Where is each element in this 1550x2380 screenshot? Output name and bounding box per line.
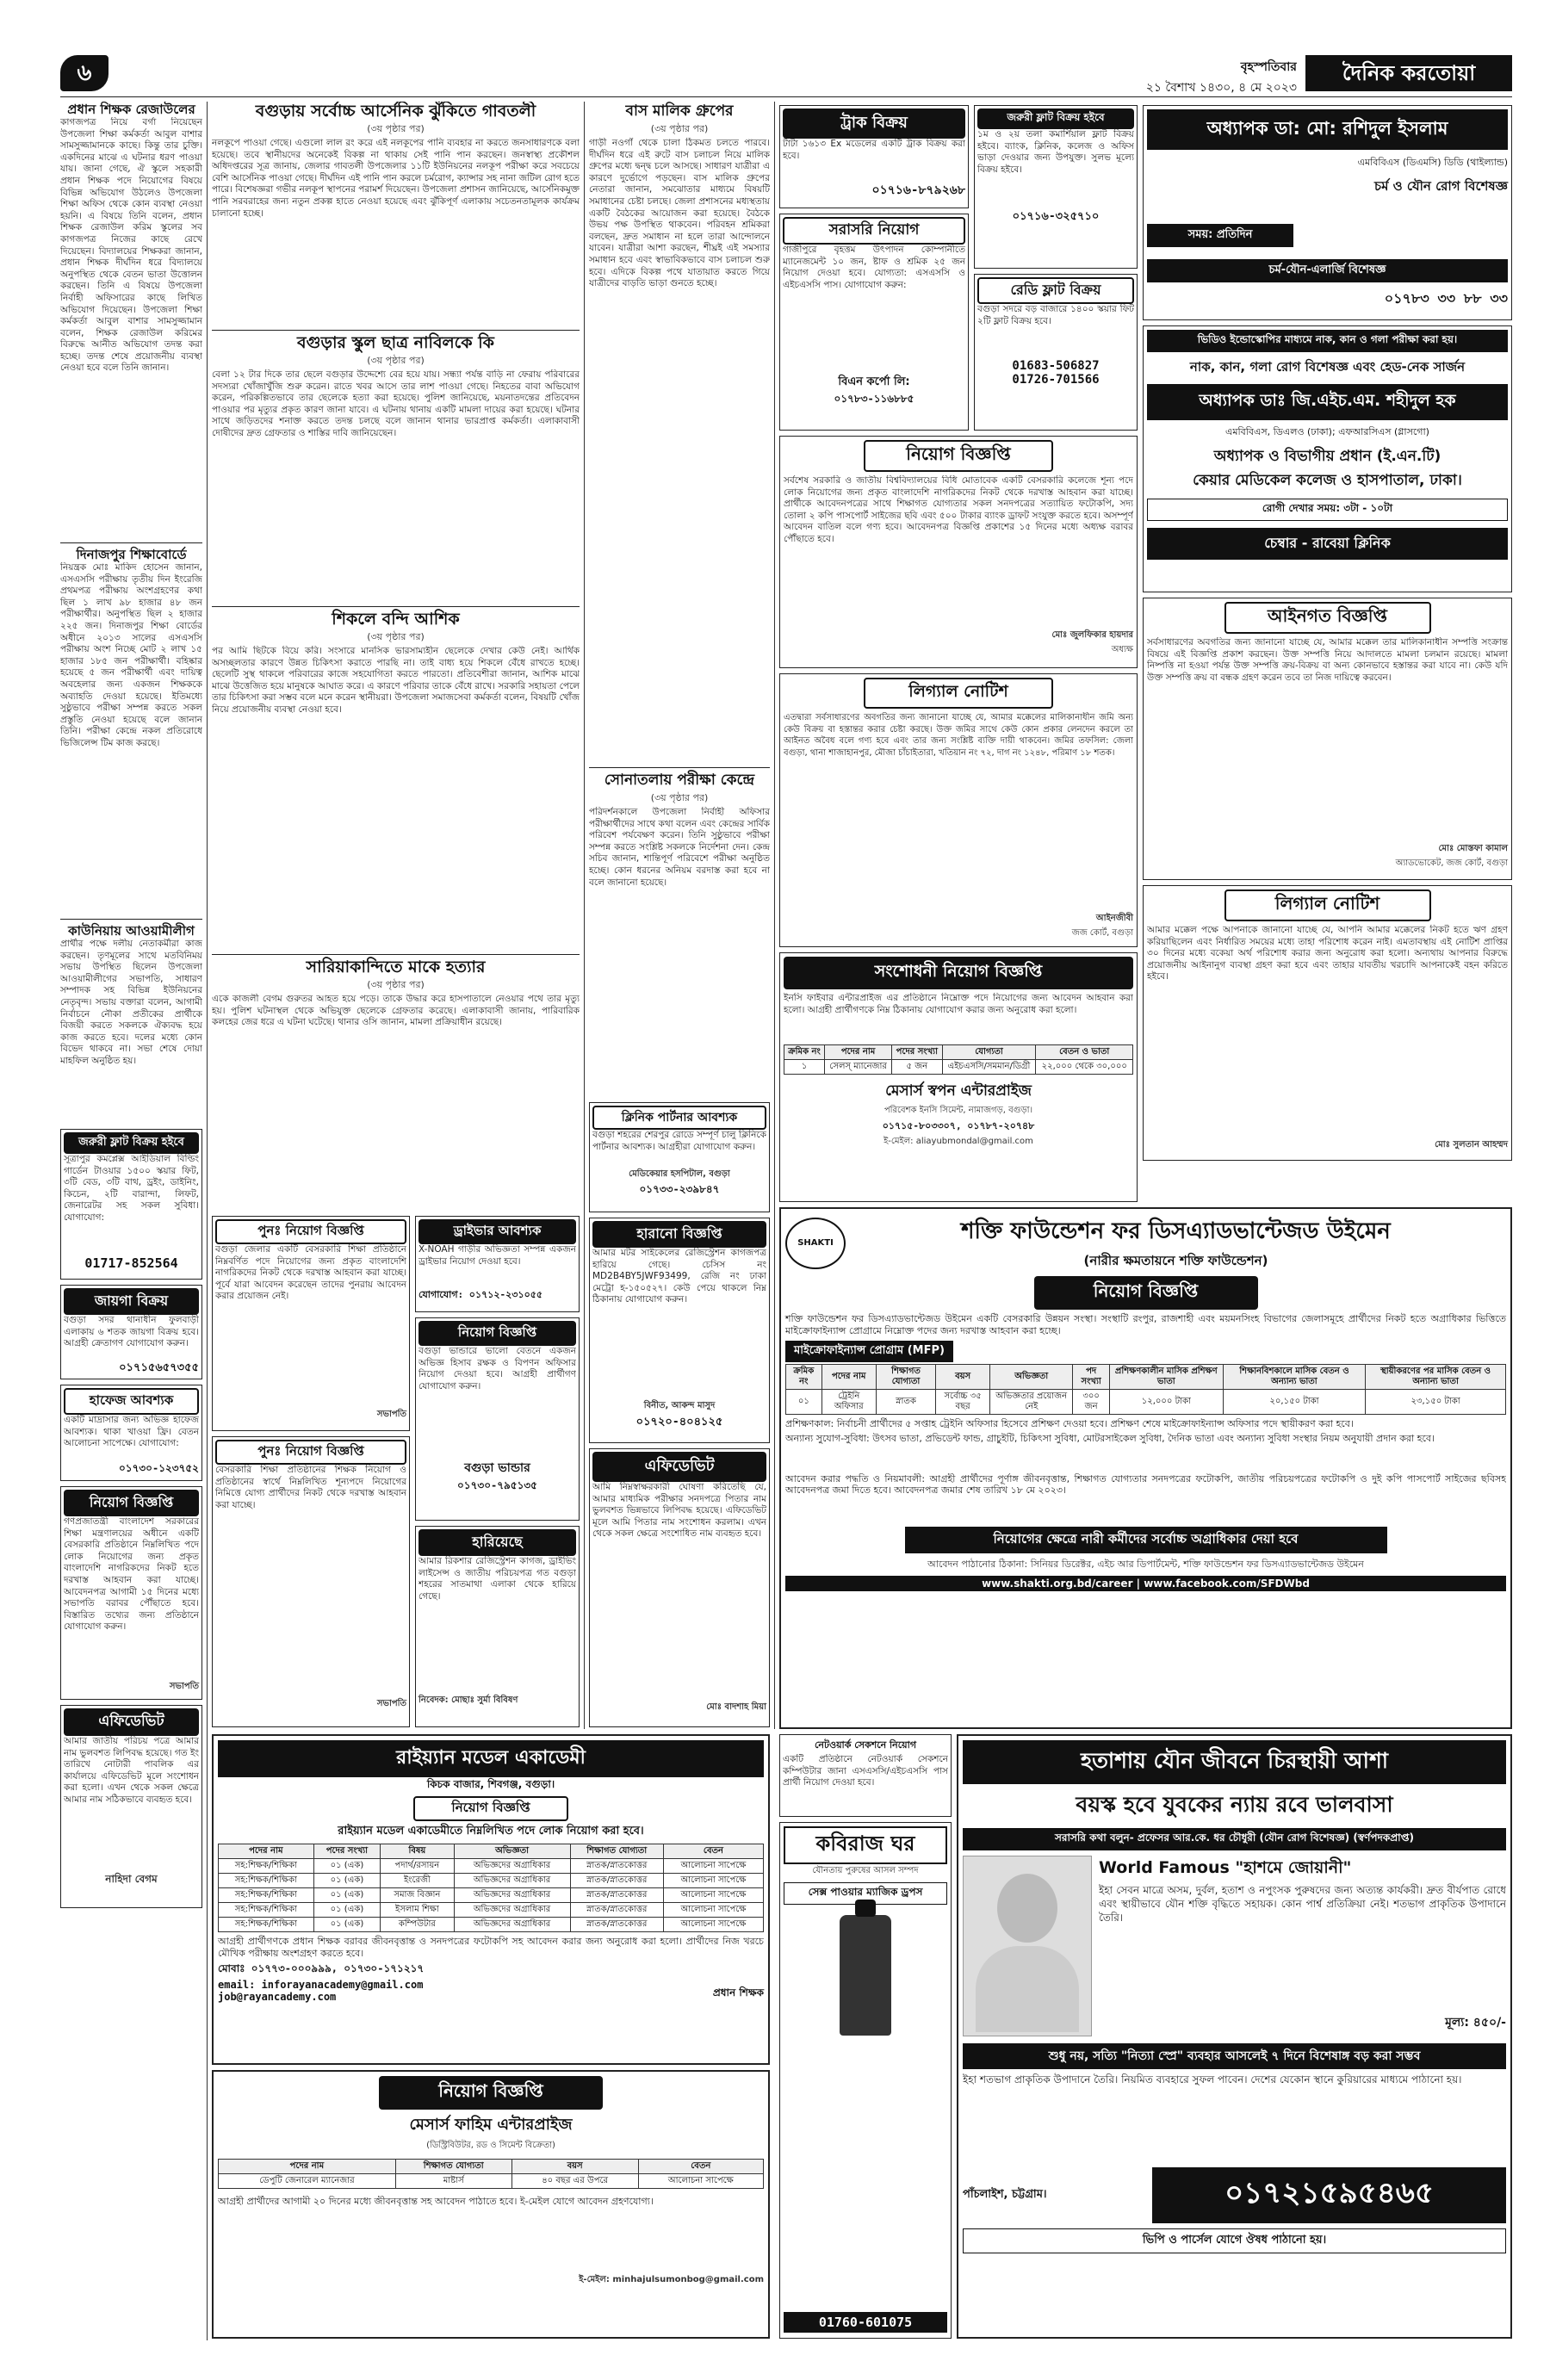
column-3 — [589, 102, 770, 1097]
classified-lost — [415, 1526, 580, 1727]
classified-flat-urgent — [974, 105, 1138, 269]
table-header-cell: ক্রমিক নং — [786, 1365, 822, 1390]
table-cell: আলোচনা সাপেক্ষে — [663, 1918, 763, 1932]
rayan-email: email: inforayanacademy@gmail.com — [218, 1979, 424, 1992]
table-header-cell: শিক্ষাগত যোগ্যতা — [876, 1365, 935, 1390]
table-header-cell: অভিজ্ঞতা — [990, 1365, 1073, 1390]
table-cell: সমাজ বিজ্ঞান — [381, 1888, 454, 1903]
ad-phone: ০১৭১৫৬৫৭৩৫৫ — [119, 1361, 199, 1374]
fahim-email: ই-মেইল: minhajulsumonbog@gmail.com — [579, 2275, 764, 2284]
ad-sign: মোঃ মোস্তফা কামাল — [1438, 844, 1508, 853]
article-headline: বগুড়ার স্কুল ছাত্র নাবিলকে কি — [297, 333, 494, 352]
table-header-cell: যোগ্যতা — [942, 1045, 1036, 1060]
ad-body: বগুড়া জেলার একটি বেসরকারি শিক্ষা প্রতিষ্ঠানে নিম্নবর্ণিত পদে নিয়োগের জন্য প্রকৃত বাংলাদেশি নাগরিকদের নিকট থেকে দরখাস্ত আহবান করা যাচ্ছে। পূর্বে যারা আবেদন করেছেন তাদের পুনরায় আবেদন করার প্রয়োজন নেই। — [215, 1244, 406, 1302]
ad-title: নিয়োগ বিজ্ঞপ্তি — [64, 1490, 199, 1516]
ad-body: গণপ্রজাতন্ত্রী বাংলাদেশ সরকারের শিক্ষা মন্ত্রণালয়ের অধীনে একটি বেসরকারি প্রতিষ্ঠানে নিম্নলিখিত পদে লোক নিয়োগের জন্য প্রকৃত বাংলাদেশি নাগরিকদের নিকট হতে দরখাস্ত আহবান করা যাচ্ছে। আবেদনপত্র আগামী ১৫ দিনের মধ্যে সভাপতি বরাবর পৌঁছাতে হবে। বিস্তারিত তথ্যের জন্য প্রতিষ্ঠানে যোগাযোগ করুন। — [64, 1516, 199, 1633]
table-cell: আলোচনা সাপেক্ষে — [663, 1859, 763, 1874]
table-cell: ০১ (এক) — [313, 1859, 380, 1874]
table-cell: সর্বোচ্চ ৩৫ বছর — [936, 1390, 990, 1415]
table-cell: অভিজ্ঞদের অগ্রাধিকার — [454, 1903, 570, 1918]
ent-institute: কেয়ার মেডিকেল কলেজ ও হাসপাতাল, ঢাকা। — [1193, 472, 1462, 489]
table-cell: স্নাতক/স্নাতকোত্তর — [570, 1888, 663, 1903]
health-ad-famous: World Famous "হাশমে জোয়ানী" — [1099, 1858, 1352, 1877]
shakti-title: শক্তি ফাউন্ডেশন ফর ডিসএ্যাডভান্টেজড উইমেন — [961, 1218, 1391, 1244]
ad-body: একটি প্রতিষ্ঠানে নেটওয়ার্ক সেকশনে কম্পিউটার জানা এসএসসি/এইচএসসি পাস প্রার্থী নিয়োগ দেওয়া হবে। — [783, 1754, 948, 1788]
article-continuation: (৩য় পৃষ্ঠার পর) — [367, 631, 425, 642]
table-cell: স্নাতক/স্নাতকোত্তর — [570, 1918, 663, 1932]
table-cell: সহ:শিক্ষক/শিক্ষিকা — [219, 1903, 314, 1918]
ad-body: বগুড়া ভান্ডারে ভালো বেতনে একজন অভিজ্ঞ হিসাব রক্ষক ও বিপণন অফিসার নিয়োগ দেওয়া হবে। আগ্রহী প্রার্থীগণ যোগাযোগ করুন। — [418, 1346, 576, 1391]
ad-sign: আইনজীবী — [1095, 914, 1133, 923]
table-cell: ১ — [784, 1060, 825, 1075]
table-cell: সহ:শিক্ষক/শিক্ষিকা — [219, 1859, 314, 1874]
ad-title: হারিয়েছে — [418, 1529, 576, 1556]
company-name: মেসার্স স্বপন এন্টারপ্রাইজ — [885, 1082, 1032, 1100]
ad-sign: নাহিদা বেগম — [105, 1873, 158, 1885]
shakti-table — [785, 1364, 1506, 1415]
shakti-priority: নিয়োগের ক্ষেত্রে নারী কর্মীদের সর্বোচ্চ অগ্রাধিকার দেয়া হবে — [905, 1527, 1387, 1553]
article-headline: প্রধান শিক্ষক রেজাউলের — [67, 102, 195, 117]
ad-sign: নিবেদক: মোছাঃ সুর্মা বিবিষণ — [418, 1695, 518, 1705]
article-headline: বগুড়ায় সর্বোচ্চ আর্সেনিক ঝুঁকিতে গাবতলী — [255, 102, 536, 121]
table-header-cell: পদের নাম — [822, 1365, 876, 1390]
ad-title: নিয়োগ বিজ্ঞপ্তি — [864, 440, 1053, 472]
table-header-cell: ক্রমিক নং — [784, 1045, 825, 1060]
table-cell: আলোচনা সাপেক্ষে — [638, 2174, 763, 2189]
table-cell: ২২,০০০ থেকে ৩০,০০০ — [1036, 1060, 1133, 1075]
ent-time: রোগী দেখার সময়: ৩টা - ১০টা — [1147, 499, 1508, 521]
article-body: একে কাজলী বেগম গুরুতর আহত হয়ে পড়ে। তাকে উদ্ধার করে হাসপাতালে নেওয়ার পথে তার মৃত্যু হয়। পুলিশ ঘটনাস্থল থেকে অভিযুক্ত ছেলেকে গ্রেফতার করেছে। এলাকাবাসী জানায়, পারিবারিক কলহের জের ধরে এ ঘটনা ঘটেছে। থানার ওসি জানান, মামলা প্রক্রিয়াধীন রয়েছে। — [212, 994, 580, 1028]
article-headline: শিকলে বন্দি আশিক — [332, 610, 460, 629]
ent-doctor-name: অধ্যাপক ডাঃ জি.এইচ.এম. শহীদুল হক — [1147, 384, 1508, 420]
ad-title: ড্রাইভার আবশ্যক — [418, 1219, 576, 1244]
ad-body: বগুড়া শহরের শেরপুর রোডে সম্পূর্ণ চালু ক্লিনিকে পার্টনার আবশ্যক। আগ্রহীরা যোগাযোগ করুন। — [592, 1130, 766, 1152]
ad-title: পুনঃ নিয়োগ বিজ্ঞপ্তি — [215, 1440, 406, 1465]
ad-phone: ০১৭৩৩-২৩৯৮৪৭ — [639, 1183, 720, 1195]
header-date: ২১ বৈশাখ ১৪৩০, ৪ মে ২০২৩ — [1145, 81, 1297, 95]
classified-affidavit — [60, 1705, 202, 1908]
classified-clinic-partner — [589, 1102, 770, 1212]
ad-phone: 01683-506827 — [1012, 359, 1100, 373]
column-2 — [212, 102, 580, 1212]
article-body: প্রার্থীর পক্ষে দলীয় নেতাকর্মীরা কাজ করছেন। তৃণমূলের সাথে মতবিনিময় সভায় উপস্থিত ছিলেন উপজেলা আওয়ামীলীগের সভাপতি, সাধারণ সম্পাদক সহ বিভিন্ন ইউনিয়নের নেতৃবৃন্দ। সভায় বক্তারা বলেন, আগামী নির্বাচনে নৌকা প্রতীকের প্রার্থীকে বিজয়ী করতে সকলকে ঐক্যবদ্ধ হয়ে কাজ করতে হবে। দলের মধ্যে কোন বিভেদ থাকবে না। সভা শেষে দোয়া মাহফিল অনুষ্ঠিত হয়। — [60, 939, 202, 1066]
table-cell: ট্রেইনি অফিসার — [822, 1390, 876, 1415]
table-cell: অভিজ্ঞদের অগ্রাধিকার — [454, 1888, 570, 1903]
ad-phone: 01717-852564 — [84, 1255, 178, 1271]
table-row — [219, 1874, 764, 1888]
shakti-address: আবেদন পাঠানোর ঠিকানা: সিনিয়র ডিরেক্টর, এইচ আর ডিপার্টমেন্ট, শক্তি ফাউন্ডেশন ফর ডিসএ্যাডভান্টেজড উইমেন — [927, 1558, 1364, 1570]
table-header-cell: পদের নাম — [219, 1844, 314, 1859]
table-header-cell: বিষয় — [381, 1844, 454, 1859]
notice-legal-ainogoto — [1143, 598, 1512, 880]
table-cell: সেলস্ ম্যানেজার — [825, 1060, 892, 1075]
ent-specialty: নাক, কান, গলা রোগ বিশেষজ্ঞ এবং হেড-নেক সার্জন — [1189, 359, 1466, 375]
table-header-cell: স্থায়ীকরণের পর মাসিক বেতন ও অন্যান্য ভাতা — [1366, 1365, 1506, 1390]
ad-title: লিগ্যাল নোটিশ — [864, 678, 1053, 709]
table-row — [219, 1918, 764, 1932]
doctor-photo-icon — [963, 1856, 1092, 2036]
rayan-academy-ad — [212, 1734, 770, 2065]
article-body: নিয়ন্ত্রক মোঃ মাকিদ হোসেন জানান, এসএসসি পরীক্ষায় তৃতীয় দিন ইংরেজি প্রথমপত্র পরীক্ষায় অংশগ্রহণের কথা ছিল ১ লাখ ৯৮ হাজার ৪৮ জন পরীক্ষার্থীর। অনুপস্থিত ছিল ২ হাজার ২২৫ জন। দিনাজপুর শিক্ষা বোর্ডের অধীনে ২০১৩ সালের এসএসসি পরীক্ষায় অংশ নিচ্ছে মোট ২ লাখ ১৫ হাজার ১৮৫ জন পরীক্ষার্থী। বহিষ্কার হয়েছে ৫ জন পরীক্ষার্থী এবং দায়িত্ব অবহেলার জন্য একজন শিক্ষককে অব্যাহতি দেওয়া হয়েছে। ইতিমধ্যে সুষ্ঠুভাবে পরীক্ষা সম্পন্ন করতে সকল প্রস্তুতি নেওয়া হয়েছে বলে জানান তিনি। পরীক্ষা কেন্দ্রে নকল প্রতিরোধে ভিজিলেন্স টিম কাজ করছে। — [60, 562, 202, 748]
doctor-ad-ent — [1143, 325, 1512, 592]
company-phone: ০১৭১৫-৮০৩৩০৭, ০১৭৮৭-২০৭৪৮ — [882, 1120, 1035, 1131]
table-cell: আলোচনা সাপেক্ষে — [663, 1874, 763, 1888]
health-ad-body-2: ইহা শতভাগ প্রাকৃতিক উপাদানে তৈরি। নিয়মিত ব্যবহারে সুফল পাবেন। দেশের যেকোন স্থানে কুরিয়ারের মাধ্যমে পাঠানো হয়। — [963, 2073, 1462, 2086]
fahim-sub: (ডিস্ট্রিবিউটর, রড ও সিমেন্ট বিক্রেতা) — [426, 2141, 555, 2150]
table-cell: এইচএসসি/সমমান/ডিগ্রী — [942, 1060, 1036, 1075]
ad-sign: সভাপতি — [376, 1410, 406, 1419]
masthead-name: দৈনিক করতোয়া — [1342, 61, 1476, 85]
ad-body: টাটা ১৬১৩ Ex মডেলের একটি ট্রাক বিক্রয় করা হবে। — [783, 139, 965, 161]
rayan-email-2: job@rayancademy.com — [218, 1991, 337, 2004]
ad-body: ১ম ও ২য় তলা কমার্শিয়াল ফ্লাট বিক্রয় হইবে। ব্যাংক, ক্লিনিক, কলেজ ও অফিস ভাড়া দেওয়ার জন্য উপযুক্ত। সুলভ মূল্যে বিক্রয় হইবে। — [977, 129, 1134, 175]
ad-phone-2: 01726-701566 — [1012, 373, 1100, 387]
rayan-table — [218, 1844, 764, 1932]
ad-title: আইনগত বিজ্ঞপ্তি — [1224, 602, 1431, 634]
table-row — [219, 2174, 764, 2189]
table-row — [219, 1903, 764, 1918]
table-cell: স্নাতক/স্নাতকোত্তর — [570, 1859, 663, 1874]
ad-title: এফিডেভিট — [64, 1708, 199, 1736]
rayan-sign: প্রধান শিক্ষক — [712, 1986, 764, 1999]
ad-sign: বিনীত, আকন্দ মাসুদ — [643, 1401, 716, 1410]
health-ad — [957, 1734, 1512, 2339]
ad-body: আমার মটর সাইকেলের রেজিস্ট্রেশন কাগজপত্র হারিয়ে গেছে। চেসিস নং MD2B4BY5JWF93499, রেজি নং ঢাকা মেট্রো হ-১৫০৫২৭। কেউ পেয়ে থাকলে নিম্ন ঠিকানায় যোগাযোগ করুন। — [592, 1248, 766, 1305]
ad-title: নেটওয়ার্ক সেকশনে নিয়োগ — [814, 1739, 917, 1751]
page-header — [60, 55, 1512, 95]
ad-title: হাফেজ আবশ্যক — [64, 1388, 199, 1415]
rayan-line: রাইয়্যান মডেল একাডেমীতে নিম্নলিখিত পদে লোক নিয়োগ করা হবে। — [338, 1825, 644, 1838]
ad-sign-2: অ্যাডভোকেট, জজ কোর্ট, বগুড়া — [1395, 858, 1508, 868]
doctor-specialty: চর্ম ও যৌন রোগ বিশেষজ্ঞ — [1373, 178, 1508, 194]
article-body: গাড়ী নওগাঁ থেকে চালা ঠিকমত চলতে পারবে। দীর্ঘদিন ধরে এই রুটে বাস চলাচল নিয়ে মালিক গ্রুপের মধ্যে দ্বন্দ্ব চলে আসছে। সাধারণ যাত্রীরা এ কারণে দুর্ভোগে পড়ছেন। বাস মালিক গ্রুপের নেতারা জানান, সমঝোতার মাধ্যমে বিষয়টি সমাধানের চেষ্টা চলছে। জেলা প্রশাসনের মধ্যস্থতায় একটি বৈঠকের আয়োজন করা হয়েছে। বৈঠকে উভয় পক্ষ উপস্থিত থাকবেন। পরিবহন শ্রমিকরা বলছেন, দ্রুত সমাধান না হলে তারা আন্দোলনে যাবেন। যাত্রীরা আশা করছেন, শীঘ্রই এই সমস্যার সমাধান হবে এবং স্বাভাবিকভাবে বাস চলাচল শুরু হবে। এদিকে বিকল্প পথে যাতায়াত করতে গিয়ে যাত্রীদের বাড়তি ভাড়া গুনতে হচ্ছে। — [589, 138, 770, 289]
ad-title: এফিডেভিট — [592, 1452, 766, 1482]
ad-sign: মেডিকেয়ার হসপিটাল, বগুড়া — [629, 1169, 730, 1179]
table-header-cell: শিক্ষাগত যোগ্যতা — [395, 2160, 512, 2174]
article-continuation: (৩য় পৃষ্ঠার পর) — [367, 355, 425, 366]
table-header-cell: বেতন — [663, 1844, 763, 1859]
table-header-cell: শিক্ষানবিশকালে মাসিক বেতন ও অন্যান্য ভাতা — [1223, 1365, 1365, 1390]
kobiraj-title: কবিরাজ ঘর — [784, 1826, 947, 1864]
article-continuation: (৩য় পৃষ্ঠার পর) — [650, 792, 709, 803]
table-cell: ডেপুটি জেনারেল ম্যানেজার — [219, 2174, 396, 2189]
table-cell: ০১ (এক) — [313, 1888, 380, 1903]
article-headline: দিনাজপুর শিক্ষাবোর্ডে — [76, 547, 187, 562]
company-address: পরিবেশক ইনসি সিমেন্ট, নামাজগড়, বগুড়া। — [884, 1106, 1033, 1115]
doctor-name: অধ্যাপক ডা: মো: রশিদুল ইসলাম — [1147, 109, 1508, 150]
page-number-badge — [60, 55, 108, 91]
rayan-phone: মোবাঃ ০১৭৭৩-০০০৯৯৯, ০১৭৩০-১৭১২১৭ — [218, 1962, 425, 1975]
kobiraj-ad — [779, 1822, 952, 2339]
classified-niyog — [60, 1486, 202, 1700]
table-cell: ইসলাম শিক্ষা — [381, 1903, 454, 1918]
rayan-sub: কিচক বাজার, শিবগঞ্জ, বগুড়া। — [426, 1778, 555, 1790]
classified-affidavit-2 — [589, 1448, 770, 1727]
doctor-phone: ০১৭৮৩ ৩৩ ৮৮ ৩৩ — [1384, 290, 1508, 307]
article-headline: কাউনিয়ায় আওয়ামীলীগ — [68, 923, 195, 939]
health-ad-price: মূল্য: ৪৫০/- — [1445, 2016, 1506, 2030]
table-cell: স্নাতক/স্নাতকোত্তর — [570, 1874, 663, 1888]
table-row — [786, 1390, 1506, 1415]
notice-college-recruitment — [779, 436, 1138, 668]
table-header-cell: পদের নাম — [825, 1045, 892, 1060]
health-ad-nitya: শুধু নয়, সত্যি "নিত্যা স্প্রে" ব্যবহার আসলেই ৭ দিনে বিশেষাঙ্গ বড় করা সম্ভব — [963, 2043, 1506, 2069]
ad-title: নিয়োগ বিজ্ঞপ্তি — [418, 1321, 576, 1346]
ad-title: জরুরী ফ্লাট বিক্রয় হইবে — [977, 108, 1134, 129]
article-body: বেলা ১২ টার দিকে তার ছেলে বগুড়ার উদ্দেশ্যে বের হয়ে যায়। সন্ধ্যা পর্যন্ত বাড়ি না ফেরায় পরিবারের সদস্যরা খোঁজাখুঁজি শুরু করেন। রাতে খবর আসে তার লাশ পাওয়া গেছে। নিহতের বাবা অভিযোগ করেন, পরিকল্পিতভাবে তার ছেলেকে হত্যা করা হয়েছে। পুলিশ জানিয়েছে, ময়নাতদন্তের প্রতিবেদন পাওয়ার পর মৃত্যুর প্রকৃত কারণ জানা যাবে। এ ঘটনায় থানায় একটি মামলা দায়ের করা হয়েছে। ঘটনার সাথে জড়িতদের শনাক্ত করতে তদন্ত চলছে বলে জানান থানার ভারপ্রাপ্ত কর্মকর্তা। এলাকাবাসী দোষীদের দ্রুত গ্রেফতার ও শাস্তির দাবি জানিয়েছেন। — [212, 369, 580, 438]
ad-sign: অধ্যক্ষ — [1111, 645, 1133, 654]
classified-reappointment-1 — [212, 1216, 410, 1431]
ad-title: লিগ্যাল নোটিশ — [1224, 889, 1431, 921]
table-cell: ৩০০ জন — [1073, 1390, 1110, 1415]
table-cell: আলোচনা সাপেক্ষে — [663, 1903, 763, 1918]
kobiraj-sub: যৌনতায় পুরুষের আসল সম্পদ — [812, 1866, 919, 1875]
article-headline: বাস মালিক গ্রুপের — [625, 102, 734, 120]
table-cell: পদার্থ/রসায়ন — [381, 1859, 454, 1874]
classified-flat-sale — [60, 1129, 202, 1280]
table-header-cell: প্রশিক্ষণকালীন মাসিক প্রশিক্ষণ ভাতা — [1109, 1365, 1223, 1390]
kobiraj-power: সেক্স পাওয়ার ম্যাজিক ড্রপস — [784, 1882, 947, 1905]
classified-ready-flat — [974, 274, 1138, 431]
table-cell: সহ:শিক্ষক/শিক্ষিকা — [219, 1874, 314, 1888]
notice-amended-recruitment — [779, 952, 1138, 1202]
ad-body: আমি নিম্নস্বাক্ষরকারী ঘোষণা করিতেছি যে, আমার মাধ্যমিক পরীক্ষার সনদপত্রে পিতার নাম ভুলবশত ভিন্নভাবে লিপিবদ্ধ হয়েছে। এফিডেভিট মূলে আমি পিতার নাম সংশোধন করলাম। এখন থেকে সকল ক্ষেত্রে সংশোধিত নাম ব্যবহৃত হবে। — [592, 1482, 766, 1540]
table-cell: অভিজ্ঞদের অগ্রাধিকার — [454, 1859, 570, 1874]
table-cell: ২০,১৫০ টাকা — [1223, 1390, 1365, 1415]
table-header-cell: বেতন — [638, 2160, 763, 2174]
table-cell: সহ:শিক্ষক/শিক্ষিকা — [219, 1888, 314, 1903]
doctor-ad-dermatology — [1143, 105, 1512, 320]
ent-top-line: ভিডিও ইন্ডোস্কোপির মাধ্যমে নাক, কান ও গলা পরীক্ষা করা হয়। — [1147, 330, 1508, 352]
shakti-apply: আবেদন করার পদ্ধতি ও নিয়মাবলী: আগ্রহী প্রার্থীদের পূর্ণাঙ্গ জীবনবৃত্তান্ত, শিক্ষাগত যোগ্যতার সনদপত্রের ফটোকপি, জাতীয় পরিচয়পত্রের ফটোকপি ও দুই কপি পাসপোর্ট সাইজের ছবিসহ আবেদনপত্র জমা দিতে হবে। আবেদনপত্র জমার শেষ তারিখ ১৮ মে ২০২৩। — [785, 1472, 1506, 1497]
rayan-notice-title: নিয়োগ বিজ্ঞপ্তি — [413, 1796, 568, 1821]
article-headline: সোনাতলায় পরীক্ষা কেন্দ্রে — [604, 772, 755, 789]
ad-title: ট্রাক বিক্রয় — [783, 108, 965, 139]
ad-sign-name: মোঃ জুলফিকার হায়দার — [1051, 630, 1133, 640]
shakti-web: www.shakti.org.bd/career | www.facebook.com/SFDWbd — [785, 1576, 1506, 1591]
ad-sign: সভাপতি — [376, 1699, 406, 1708]
table-header-cell: বেতন ও ভাতা — [1036, 1045, 1133, 1060]
classified-land-sale — [60, 1285, 202, 1379]
notice-legal-2 — [1143, 885, 1512, 1161]
table-cell: ০১ (এক) — [313, 1918, 380, 1932]
article-body: নলকূপে পাওয়া গেছে। এগুলো লাল রং করে এই নলকূপের পানি ব্যবহার না করতে জনসাধারণকে বলা হয়েছে। তবে স্থানীয়দের অনেকেই বিকল্প না থাকায় সেই পানি পান করছেন। জনস্বাস্থ্য প্রকৌশল অধিদপ্তরের সূত্র জানায়, জেলার গাবতলী উপজেলার ১১টি ইউনিয়নের নলকূপ পরীক্ষা করে সবচেয়ে বেশি আর্সেনিক পাওয়া গেছে। দীর্ঘদিন এই পানি পান করলে চর্মরোগ, ক্যান্সার সহ নানা জটিল রোগ হতে পারে। বিশেষজ্ঞরা গভীর নলকূপ স্থাপনের পরামর্শ দিয়েছেন। উপজেলা প্রশাসন জানিয়েছে, আর্সেনিকমুক্ত পানি সরবরাহের জন্য নতুন প্রকল্প হাতে নেওয়া হয়েছে এবং ঝুঁকিপূর্ণ এলাকায় সচেতনতামূলক কার্যক্রম চালানো হচ্ছে। — [212, 138, 580, 219]
table-cell: মাষ্টার্স — [395, 2174, 512, 2189]
fahim-body: আগ্রহী প্রার্থীদের আগামী ২০ দিনের মধ্যে জীবনবৃত্তান্ত সহ আবেদন পাঠাতে হবে। ই-মেইল যোগে আবেদন গ্রহণযোগ্য। — [218, 2196, 654, 2207]
table-cell: ১২,০০০ টাকা — [1109, 1390, 1223, 1415]
table-row — [219, 1888, 764, 1903]
ad-title: সংশোধনী নিয়োগ বিজ্ঞপ্তি — [784, 957, 1133, 989]
ad-body: আমার মক্কেল পক্ষে আপনাকে জানানো যাচ্ছে যে, আপনি আমার মক্কেলের নিকট হতে ঋণ গ্রহণ করিয়াছিলেন এবং নির্ধারিত সময়ের মধ্যে তাহা পরিশোধ করেন নাই। এমতাবস্থায় এই নোটিশ প্রাপ্তির ৩০ দিনের মধ্যে বকেয়া অর্থ পরিশোধ করার জন্য অনুরোধ করা হলো। অন্যথায় আপনার বিরুদ্ধে প্রয়োজনীয় আইনানুগ ব্যবস্থা গ্রহণ করা হবে এবং তাহার যাবতীয় খরচাদি আপনাকেই বহন করিতে হইবে। — [1147, 925, 1508, 982]
ad-phone: ০১৭৩০-১২৩৭৫২ — [118, 1462, 199, 1474]
classified-niyog-bhandar — [415, 1317, 580, 1521]
fahim-title: নিয়োগ বিজ্ঞপ্তি — [379, 2076, 603, 2110]
shakti-logo — [785, 1218, 846, 1269]
health-ad-phone: ০১৭২১৫৯৫৪৬৫ — [1152, 2167, 1506, 2223]
ad-body: ইনসি ফাইবার এন্টারপ্রাইজ এর প্রতিষ্ঠানে নিম্নোক্ত পদে নিয়োগের জন্য আবেদন আহবান করা হলো। আগ্রহী প্রার্থীগণকে নিম্ন ঠিকানায় যোগাযোগ করার জন্য অনুরোধ করা হলো। — [784, 993, 1133, 1015]
ad-phone: ০১৭২০-৪০৪১২৫ — [636, 1416, 723, 1429]
shakti-notice-title: নিয়োগ বিজ্ঞপ্তি — [1034, 1276, 1258, 1310]
shakti-foundation-ad — [779, 1207, 1512, 1729]
kobiraj-phone: 01760-601075 — [784, 2312, 947, 2333]
ad-body: সর্বসাধারণের অবগতির জন্য জানানো যাচ্ছে যে, আমার মক্কেল তার মালিকানাধীন সম্পত্তি সংক্রান্ত বিষয়ে এই বিজ্ঞপ্তি প্রকাশ করছেন। উক্ত সম্পত্তি নিয়ে আদালতে মামলা চলমান রয়েছে। মামলা নিষ্পত্তি না হওয়া পর্যন্ত উক্ত সম্পত্তি ক্রয়-বিক্রয় বা অন্য কোনভাবে হস্তান্তর করা যাবে না। কেউ যদি উক্ত সম্পত্তি ক্রয় বা বন্ধক গ্রহণ করেন তবে তা নিজ দায়িত্বে করবেন। — [1147, 637, 1508, 683]
table-cell: স্নাতক — [876, 1390, 935, 1415]
shakti-logo-text: SHAKTI — [797, 1238, 834, 1248]
ent-post: অধ্যাপক ও বিভাগীয় প্রধান (ই.এন.টি) — [1213, 448, 1442, 465]
shakti-benefits: অন্যান্য সুযোগ-সুবিধা: উৎসব ভাতা, প্রভিডেন্ট ফান্ড, গ্রাচুইটি, চিকিৎসা সুবিধা, মোটরসাইকেল সুবিধা, দৈনিক ভাতা এবং অন্যান্য সুবিধা সংস্থার নিয়ম অনুযায়ী প্রদান করা হবে। — [785, 1432, 1435, 1444]
company-email: ই-মেইল: aliayubmondal@gmail.com — [884, 1137, 1033, 1146]
health-ad-headline: হতাশায় যৌন জীবনে চিরস্থায়ী আশা — [963, 1740, 1506, 1784]
table-header-cell: পদ সংখ্যা — [1073, 1365, 1110, 1390]
ad-body: এতদ্বারা সর্বসাধারণের অবগতির জন্য জানানো যাচ্ছে যে, আমার মক্কেলের মালিকানাধীন জমি অন্য কেউ বিক্রয় বা হস্তান্তর করার চেষ্টা করছে। উক্ত জমির সাথে কেউ কোন প্রকার লেনদেন করলে তা আইনত অবৈধ বলে গণ্য হবে এবং তার জন্য সংশ্লিষ্ট ব্যক্তি দায়ী থাকবেন। জমির তফসিল: জেলা বগুড়া, থানা শাজাহানপুর, মৌজা চাঁচাইতারা, খতিয়ান নং ৭২, দাগ নং ১২৪৮, পরিমাণ ১৮ শতক। — [784, 713, 1133, 758]
ad-title: জরুরী ফ্লাট বিক্রয় হইবে — [64, 1132, 199, 1154]
table-cell: ২৩,১৫০ টাকা — [1366, 1390, 1506, 1415]
ad-sign: বগুড়া ভান্ডার — [464, 1461, 530, 1475]
table-header-cell: পদের নাম — [219, 2160, 396, 2174]
ad-body: বগুড়া সদরে বড় বাজারে ১৪০০ স্কয়ার ফিট ২টি ফ্লাট বিক্রয় হবে। — [977, 304, 1134, 326]
ad-body: বগুড়া সদর থানাধীন ফুলবাড়ী এলাকায় ৬ শতক জায়গা বিক্রয় হবে। আগ্রহী ক্রেতাগণ যোগাযোগ করুন। — [64, 1315, 199, 1349]
classified-network — [779, 1734, 952, 1817]
article-body: পর আমি ছিটকে বিয়ে করি। সংসারে মানসিক ভারসাম্যহীন ছেলেকে দেখার কেউ নেই। আর্থিক অসচ্ছলতার কারণে উন্নত চিকিৎসা করাতে পারছি না। তাই বাধ্য হয়ে শিকলে বেঁধে রাখতে হচ্ছে। ছেলেটি সুস্থ থাকলে পরিবারের কাজে সহযোগিতা করতে পারতো। প্রতিবেশীরা জানান, আশিক মাঝে মাঝে উত্তেজিত হয়ে মানুষকে আঘাত করে। এ কারণে পরিবার তাকে বেঁধে রাখে। সরকারি সহায়তা পেলে তার চিকিৎসা করা সম্ভব বলে মনে করেন স্থানীয়রা। উপজেলা সমাজসেবা কর্মকর্তা বলেন, বিষয়টি খোঁজ নিয়ে প্রয়োজনীয় ব্যবস্থা নেওয়া হবে। — [212, 646, 580, 715]
header-day: বৃহস্পতিবার — [1240, 60, 1297, 74]
ad-title: জায়গা বিক্রয় — [64, 1288, 199, 1315]
ad-title: হারানো বিজ্ঞপ্তি — [592, 1221, 766, 1248]
health-ad-line: সরাসরি কথা বলুন- প্রফেসর আর.কে. ধর চৌধুরী (যৌন রোগ বিশেষজ্ঞ) (স্বর্ণপদকপ্রাপ্ত) — [963, 1828, 1506, 1850]
doctor-dept: চর্ম-যৌন-এলার্জি বিশেষজ্ঞ — [1147, 259, 1508, 282]
health-ad-vdp: ভিপি ও পার্সেল যোগে ঔষধ পাঠানো হয়। — [963, 2228, 1506, 2253]
table-cell: ০১ (এক) — [313, 1874, 380, 1888]
table-cell: কম্পিউটার — [381, 1918, 454, 1932]
article-continuation: (৩য় পৃষ্ঠার পর) — [367, 979, 425, 990]
classified-reappointment-2 — [212, 1436, 410, 1727]
health-ad-headline-2: বয়স্ক হবে যুবকের ন্যায় রবে ভালবাসা — [1076, 1792, 1393, 1817]
table-cell: অভিজ্ঞতার প্রয়োজন নেই — [990, 1390, 1073, 1415]
table-cell: ইংরেজী — [381, 1874, 454, 1888]
rayan-title: রাইয়্যান মডেল একাডেমী — [218, 1740, 764, 1777]
ad-body: X-NOAH গাড়ীর অভিজ্ঞতা সম্পন্ন একজন ড্রাইভার নিয়োগ দেওয়া হবে। — [418, 1244, 576, 1267]
notice-legal-1 — [779, 673, 1138, 947]
classified-direct-recruit — [779, 214, 969, 431]
ad-body: সর্বশেষ সরকারি ও জাতীয় বিশ্ববিদ্যালয়ের বিধি মোতাবেক একটি বেসরকারি কলেজে শূন্য পদে লোক নিয়োগের জন্য প্রকৃত বাংলাদেশি নাগরিকদের নিকট থেকে দরখাস্ত আহবান করা যাচ্ছে। প্রার্থীকে আবেদনপত্রের সাথে শিক্ষাগত যোগ্যতার সকল সনদপত্রের সত্যায়িত ফটোকপি, সদ্য তোলা ২ কপি পাসপোর্ট সাইজের ছবি এবং ৫০০ টাকার ব্যাংক ড্রাফট সংযুক্ত করতে হবে। অসম্পূর্ণ আবেদন বাতিল বলে গণ্য হবে। আবেদনপত্র বিজ্ঞপ্তি প্রকাশের ১৫ দিনের মধ্যে অধ্যক্ষ বরাবর পৌঁছাতে হবে। — [784, 475, 1133, 544]
table-cell: ০১ (এক) — [313, 1903, 380, 1918]
table-row — [219, 1859, 764, 1874]
table-header-cell: বয়স — [512, 2160, 638, 2174]
table-header-cell: পদের সংখ্যা — [313, 1844, 380, 1859]
ad-phone: ০১৭১৬-৮৭৯২৬৮ — [871, 183, 965, 197]
ad-sign: বিএন কর্পো লি: — [838, 375, 910, 388]
ad-phone: যোগাযোগ: ০১৭১২-২৩১০৫৫ — [418, 1289, 543, 1300]
article-headline: সারিয়াকান্দিতে মাকে হত্যার — [306, 958, 486, 976]
ad-sign: সভাপতি — [169, 1682, 199, 1691]
classified-truck-sale — [779, 105, 969, 208]
ad-title: ক্লিনিক পার্টনার আবশ্যক — [592, 1106, 766, 1130]
ad-title: রেডি ফ্লাট বিক্রয় — [977, 277, 1134, 304]
fahim-enterprise-ad — [212, 2070, 770, 2339]
table-header-cell: পদের সংখ্যা — [892, 1045, 943, 1060]
ad-body: আমার রিকশার রেজিস্ট্রেশন কাগজ, ড্রাইভিং লাইসেন্স ও জাতীয় পরিচয়পত্র গত বগুড়া শহরের সাতমাথা এলাকা থেকে হারিয়ে গেছে। — [418, 1556, 576, 1602]
ad-body: আমার জাতীয় পরিচয় পত্রে আমার নাম ভুলবশত লিপিবদ্ধ হয়েছে। গত ইং তারিখে নোটারী পাবলিক এর কার্যালয়ে এফিডেভিট মূলে সংশোধন করা হলো। এখন থেকে সকল ক্ষেত্রে আমার নাম সঠিকভাবে ব্যবহৃত হবে। — [64, 1736, 199, 1805]
doctor-time: সময়: প্রতিদিন — [1147, 224, 1293, 247]
article-body: পরিদর্শনকালে উপজেলা নির্বাহী অফিসার পরীক্ষার্থীদের সাথে কথা বলেন এবং কেন্দ্রের সার্বিক পরিবেশ পর্যবেক্ষণ করেন। তিনি সুষ্ঠুভাবে পরীক্ষা সম্পন্ন করতে সংশ্লিষ্ট সকলকে নির্দেশনা দেন। কেন্দ্র সচিব জানান, শান্তিপূর্ণ পরিবেশে পরীক্ষা অনুষ্ঠিত হচ্ছে। কোন ধরনের অনিয়ম বরদাস্ত করা হবে না বলে জানানো হয়েছে। — [589, 807, 770, 888]
article-body: কাগজপত্র নিয়ে বর্গা নিয়েছেন উপজেলা শিক্ষা কর্মকর্তা আবুল বাশার সামসুজ্জামানকে কাছে। কিন্তু তার চুক্তি। একদিনের মাঝে এ ঘটনার ধরণ পাওয়া যায়। জানা গেছে, ঐ স্কুলে সহকারী প্রধান শিক্ষক পদে নিয়োগের বিষয়ে বিভিন্ন অভিযোগ উঠলেও উপজেলা শিক্ষা অফিস থেকে কোন ব্যবস্থা নেওয়া হয়নি। এ বিষয়ে তিনি বলেন, প্রধান শিক্ষক রেজাউল করিম স্কুলের সব কাগজপত্র নিজের কাছে রেখে দিয়েছেন। বিদ্যালয়ের শিক্ষকরা জানান, প্রধান শিক্ষক দীর্ঘদিন ধরে বিদ্যালয়ে অনুপস্থিত থেকে বেতন ভাতা উত্তোলন করছেন। তিনি এ বিষয়ে উপজেলা নির্বাহী অফিসারের কাছে লিখিত অভিযোগ দিয়েছেন। উপজেলা শিক্ষা কর্মকর্তা আবুল বাশার সামসুজ্জামান বলেন, শিক্ষক রেজাউল করিমের বিরুদ্ধে আনীত অভিযোগ তদন্ত করা হচ্ছে। তদন্ত শেষে প্রয়োজনীয় ব্যবস্থা নেওয়া হবে বলে তিনি জানান। — [60, 117, 202, 374]
table-header-cell: বয়স — [936, 1365, 990, 1390]
ad-phone: ০১৭১৬-৩২৫৭১০ — [1012, 210, 1100, 223]
recruitment-table — [784, 1044, 1133, 1075]
health-ad-address: পাঁচলাইশ, চট্টগ্রাম। — [963, 2188, 1047, 2201]
table-cell: আলোচনা সাপেক্ষে — [663, 1888, 763, 1903]
shakti-body: শক্তি ফাউন্ডেশন ফর ডিসএ্যাডভান্টেজড উইমেন একটি বেসরকারি উন্নয়ন সংস্থা। সংস্থাটি রংপুর, রাজশাহী এবং ময়মনসিংহ বিভাগের জেলাসমূহে প্রার্থীদের নিকট হতে অগ্রাধিকার ভিত্তিতে মাইক্রোফাইন্যান্স প্রোগ্রামে নিম্নোক্ত পদের জন্য দরখাস্ত আহবান করা হচ্ছে। — [785, 1313, 1506, 1336]
health-ad-body: ইহা সেবন মাত্রে অসম, দুর্বল, হতাশ ও নপুংসক পুরুষদের জন্য অত্যন্ত কার্যকরী। দ্রুত বীর্যপাত রোধে এবং স্থায়ীভাবে যৌন শক্তি বৃদ্ধিতে সহায়ক। কোন পার্শ্ব প্রতিক্রিয়া নেই। শতভাগ প্রাকৃতিক উপাদানে তৈরি। — [1099, 1884, 1506, 1924]
ad-body: বেসরকারি শিক্ষা প্রতিষ্ঠানের শিক্ষক নিয়োগ ও প্রতিষ্ঠানের স্বার্থে নিম্নলিখিত শূন্যপদে নিয়োগের নিমিত্তে যোগ্য প্রার্থীদের নিকট থেকে দরখাস্ত আহবান করা যাচ্ছে। — [215, 1465, 406, 1510]
page-number: ৬ — [77, 60, 92, 86]
ad-title: পুনঃ নিয়োগ বিজ্ঞপ্তি — [215, 1219, 406, 1244]
table-header-cell: শিক্ষাগত যোগ্যতা — [570, 1844, 663, 1859]
ad-body: গাজীপুরে বৃহত্তম উৎপাদন কোম্পানীতে ম্যানেজমেন্ট ১০ জন, ষ্টাফ ও শ্রমিক ২৫ জন নিয়োগ দেওয়া হবে। যোগ্যতা: এসএসসি ও এইচএসসি পাস। যোগাযোগ করুন: — [783, 245, 965, 290]
table-cell: ৪০ বছর এর উপরে — [512, 2174, 638, 2189]
ad-sign: মোঃ বাদশাহ মিয়া — [706, 1702, 766, 1712]
ad-body: একটি মাদ্রাসার জন্য অভিজ্ঞ হাফেজ আবশ্যক। থাকা খাওয়া ফ্রি। বেতন আলোচনা সাপেক্ষে। যোগাযোগ: — [64, 1415, 199, 1449]
column-1 — [60, 102, 202, 2340]
shakti-program: মাইক্রোফাইন্যান্স প্রোগ্রাম (MFP) — [785, 1341, 953, 1362]
table-cell: অভিজ্ঞদের অগ্রাধিকার — [454, 1918, 570, 1932]
ad-title: সরাসরি নিয়োগ — [783, 217, 965, 245]
table-cell: অভিজ্ঞদের অগ্রাধিকার — [454, 1874, 570, 1888]
shakti-subtitle: (নারীর ক্ষমতায়নে শক্তি ফাউন্ডেশন) — [1083, 1253, 1268, 1268]
ad-phone: ০১৭৩০-৭৯৫১৩৫ — [457, 1479, 537, 1491]
product-bottle-icon — [840, 1915, 891, 2036]
classified-hafez — [60, 1385, 202, 1481]
fahim-table — [218, 2159, 764, 2189]
ad-sign: মোঃ সুলতান আহম্মদ — [1435, 1140, 1508, 1150]
shakti-training: প্রশিক্ষণকাল: নির্বাচনী প্রার্থীদের ৫ সপ্তাহ ট্রেইনি অফিসার হিসেবে প্রশিক্ষণ দেওয়া হবে। প্রশিক্ষণ শেষে মাইক্রোফাইন্যান্স অফিসার পদে স্থায়ীকরণ করা হবে। — [785, 1418, 1354, 1429]
article-continuation: (৩য় পৃষ্ঠার পর) — [650, 123, 709, 134]
doctor-degree: এমবিবিএস (ডিএমসি) ডিডি (থাইল্যান্ড) — [1357, 157, 1508, 168]
table-cell: সহ:শিক্ষক/শিক্ষিকা — [219, 1918, 314, 1932]
table-cell: ৫ জন — [892, 1060, 943, 1075]
classified-driver — [415, 1216, 580, 1312]
ad-sign-2: জজ কোর্ট, বগুড়া — [1071, 928, 1133, 938]
fahim-company: মেসার্স ফাহিম এন্টারপ্রাইজ — [409, 2116, 573, 2134]
table-cell: ০১ — [786, 1390, 822, 1415]
table-cell: স্নাতক/স্নাতকোত্তর — [570, 1903, 663, 1918]
ad-phone: ০১৭৮৩-১১৬৮৮৫ — [834, 393, 914, 405]
ad-body: সূত্রাপুর কমপ্লেক্স আইডিয়াল বিল্ডিং গার্ডেন টাওয়ার ১৫০০ স্কয়ার ফিট, ৩টি বেড, ৩টি বাথ, ড্রইং, ডাইনিং, কিচেন, ২টি বারান্দা, লিফট, জেনারেটর সহ সকল সুবিধা। যোগাযোগ: — [64, 1154, 199, 1223]
rayan-footer: আগ্রহী প্রার্থীগণকে প্রধান শিক্ষক বরাবর জীবনবৃত্তান্ত ও সনদপত্রের ফটোকপি সহ আবেদন করার জন্য অনুরোধ করা হলো। প্রার্থীদের নিজ খরচে মৌখিক পরীক্ষায় অংশগ্রহণ করতে হবে। — [218, 1936, 764, 1959]
ent-degree: এমবিবিএস, ডিএলও (ঢাকা); এফআরসিএস (গ্লাসগো) — [1225, 426, 1429, 437]
masthead-logo — [1305, 55, 1512, 91]
article-continuation: (৩য় পৃষ্ঠার পর) — [367, 123, 425, 134]
ent-chamber: চেম্বার - রাবেয়া ক্লিনিক — [1147, 528, 1508, 560]
table-header-cell: অভিজ্ঞতা — [454, 1844, 570, 1859]
classified-lost-notice — [589, 1218, 770, 1443]
table-row — [784, 1060, 1133, 1075]
